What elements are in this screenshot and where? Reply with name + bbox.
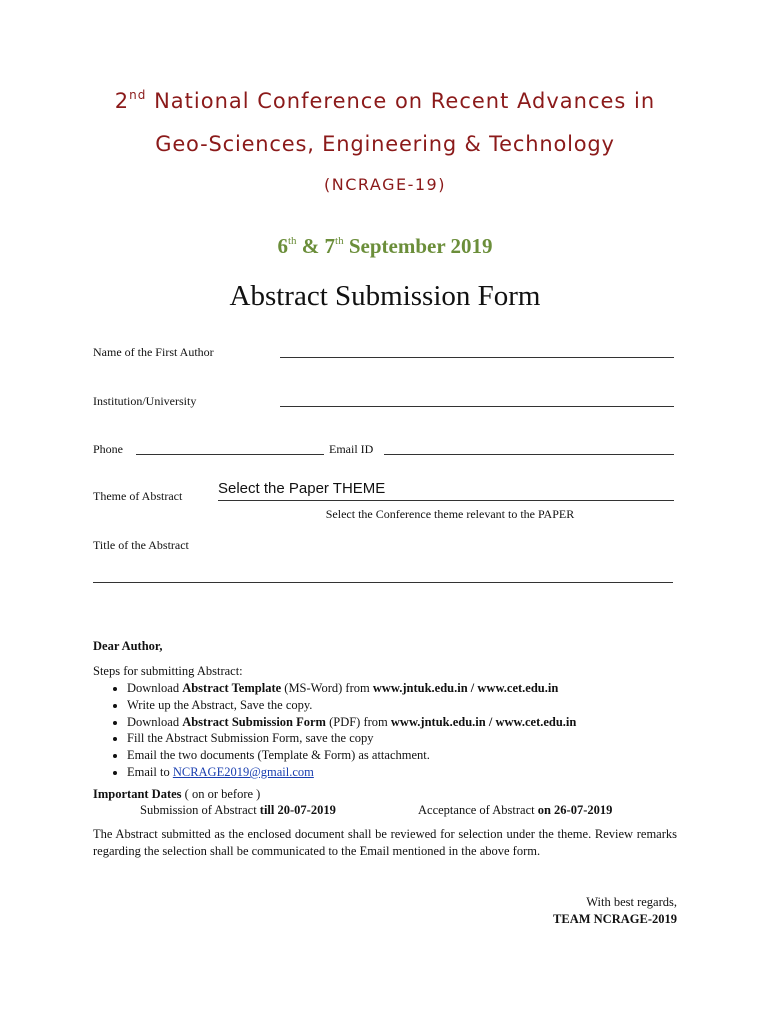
template-download-links[interactable]: www.jntuk.edu.in / www.cet.edu.in	[372, 681, 559, 695]
team-signature: TEAM NCRAGE-2019	[553, 912, 677, 926]
abstract-title-label: Title of the Abstract	[93, 538, 189, 552]
theme-hint: Select the Conference theme relevant to the PAPER	[325, 507, 575, 521]
list-item: • Download Abstract Template (MS-Word) from www.jntuk.edu.in / www.cet.edu.in	[127, 680, 576, 697]
greeting: Dear Author,	[93, 639, 163, 653]
list-item: • Email the two documents (Template & Form) as attachment.	[127, 747, 576, 764]
conference-title-line2: Geo-Sciences, Engineering & Technology	[155, 132, 615, 156]
abstract-title-field[interactable]	[93, 582, 673, 583]
submission-date: Submission of Abstract till 20-07-2019	[140, 803, 336, 817]
list-item: • Fill the Abstract Submission Form, save the copy	[127, 730, 576, 747]
email-field[interactable]	[384, 454, 674, 455]
institution-label: Institution/University	[93, 394, 197, 408]
email-link[interactable]: NCRAGE2019@gmail.com	[172, 764, 314, 779]
acceptance-date: Acceptance of Abstract on 26-07-2019	[418, 803, 613, 817]
form-download-links[interactable]: www.jntuk.edu.in / www.cet.edu.in	[390, 714, 577, 729]
list-item: • Write up the Abstract, Save the copy.	[127, 697, 576, 714]
email-label: Email ID	[329, 442, 374, 456]
phone-field[interactable]	[136, 454, 324, 455]
theme-select-value: Select the Paper THEME	[218, 480, 386, 497]
name-label: Name of the First Author	[93, 345, 214, 359]
theme-label: Theme of Abstract	[93, 489, 183, 503]
conference-dates: 6th & 7th September 2019	[277, 234, 493, 258]
review-paragraph: The Abstract submitted as the enclosed document shall be reviewed for selection under the theme. Review remarks regarding the selection shall be communicated to the Email mentioned in the above form.	[93, 827, 677, 858]
steps-heading: Steps for submitting Abstract:	[93, 664, 243, 678]
form-title: Abstract Submission Form	[229, 280, 541, 312]
regards: With best regards,	[586, 895, 677, 909]
important-dates: Important Dates ( on or before )	[93, 787, 261, 801]
phone-label: Phone	[93, 442, 123, 456]
conference-title-line1: 2nd National Conference on Recent Advances in	[114, 88, 656, 113]
name-field[interactable]	[280, 357, 674, 358]
steps-list	[93, 680, 576, 781]
theme-underline	[218, 500, 674, 501]
theme-select[interactable]	[218, 480, 674, 499]
list-item: • Download Abstract Submission Form (PDF) from www.jntuk.edu.in / www.cet.edu.in	[127, 714, 576, 731]
institution-field[interactable]	[280, 406, 674, 407]
conference-acronym: (NCRAGE-19)	[324, 175, 446, 194]
list-item: • Email to NCRAGE2019@gmail.com	[127, 764, 576, 781]
